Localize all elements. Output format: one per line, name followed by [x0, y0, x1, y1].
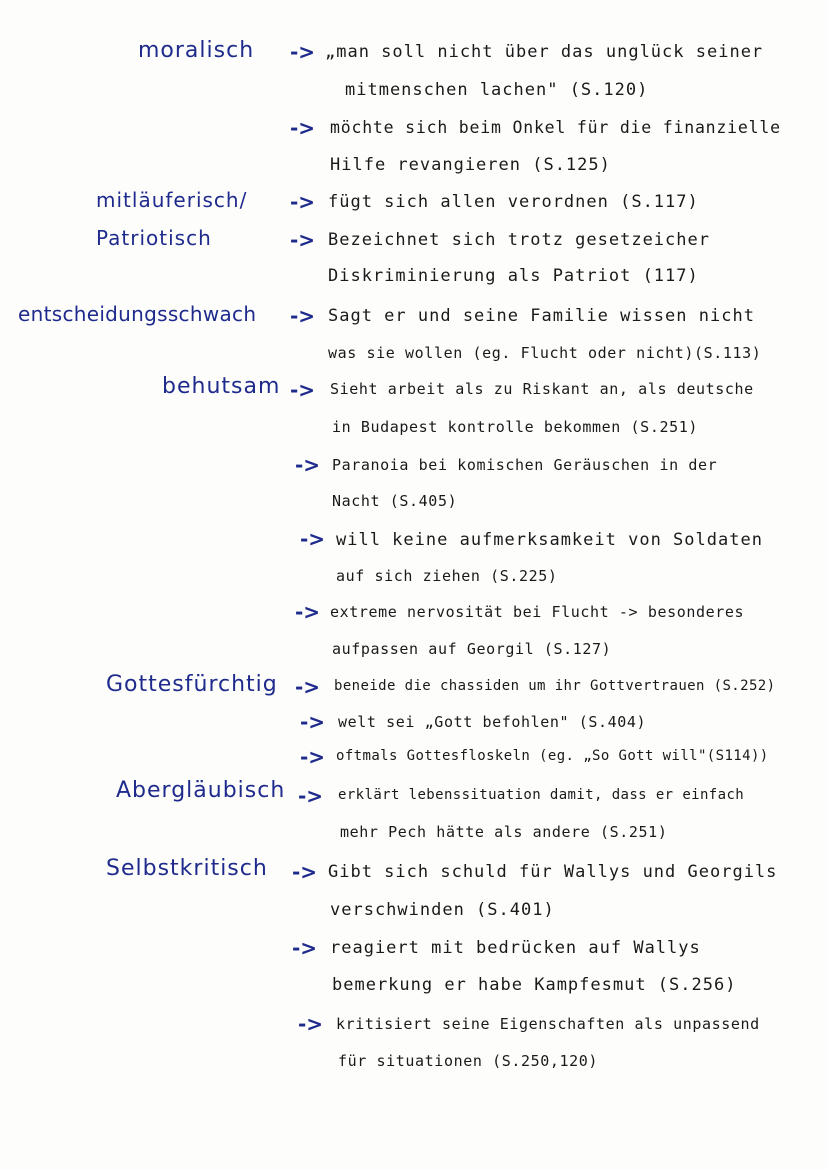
- note-line: Hilfe revangieren (S.125): [330, 155, 611, 175]
- arrow-icon: ->: [295, 600, 321, 624]
- note-line: Sieht arbeit als zu Riskant an, als deutsche: [330, 380, 754, 398]
- arrow-icon: ->: [300, 745, 326, 769]
- arrow-icon: ->: [290, 116, 316, 140]
- trait-behutsam: behutsam: [162, 374, 281, 399]
- note-line: extreme nervosität bei Flucht -> besonderes: [330, 603, 745, 621]
- note-line: Nacht (S.405): [332, 492, 458, 510]
- arrow-icon: ->: [292, 936, 318, 960]
- arrow-icon: ->: [300, 710, 326, 734]
- note-line: oftmals Gottesfloskeln (eg. „So Gott will"(S114)): [336, 748, 769, 764]
- arrow-icon: ->: [290, 190, 316, 214]
- note-line: Gibt sich schuld für Wallys und Georgils: [328, 862, 778, 882]
- arrow-icon: ->: [292, 860, 318, 884]
- arrow-icon: ->: [298, 784, 324, 808]
- note-line: „man soll nicht über das unglück seiner: [325, 42, 764, 62]
- arrow-icon: ->: [290, 40, 316, 64]
- note-line: bemerkung er habe Kampfesmut (S.256): [332, 975, 737, 995]
- arrow-icon: ->: [290, 378, 316, 402]
- note-line: welt sei „Gott befohlen" (S.404): [338, 713, 647, 731]
- note-line: beneide die chassiden um ihr Gottvertrauen (S.252): [334, 678, 776, 694]
- note-line: verschwinden (S.401): [330, 900, 555, 920]
- note-line: auf sich ziehen (S.225): [336, 567, 558, 585]
- trait-aberglaeubisch: Abergläubisch: [116, 778, 286, 803]
- note-line: erklärt lebenssituation damit, dass er einfach: [338, 787, 745, 803]
- arrow-icon: ->: [295, 453, 321, 477]
- note-line: für situationen (S.250,120): [338, 1052, 599, 1070]
- note-line: reagiert mit bedrücken auf Wallys: [330, 938, 701, 958]
- trait-mitlaeuferisch: mitläuferisch/: [96, 188, 248, 212]
- note-line: mehr Pech hätte als andere (S.251): [340, 823, 668, 841]
- note-line: was sie wollen (eg. Flucht oder nicht)(S.113): [328, 344, 762, 362]
- trait-entscheidungsschwach: entscheidungsschwach: [18, 302, 257, 326]
- trait-selbstkritisch: Selbstkritisch: [106, 856, 268, 881]
- note-line: will keine aufmerksamkeit von Soldaten: [336, 530, 763, 550]
- note-line: Paranoia bei komischen Geräuschen in der: [332, 456, 718, 474]
- arrow-icon: ->: [290, 304, 316, 328]
- note-line: fügt sich allen verordnen (S.117): [328, 192, 699, 212]
- note-line: aufpassen auf Georgil (S.127): [332, 640, 612, 658]
- trait-moralisch: moralisch: [138, 38, 255, 63]
- note-line: Bezeichnet sich trotz gesetzeicher: [328, 230, 710, 250]
- arrow-icon: ->: [298, 1012, 324, 1036]
- arrow-icon: ->: [290, 228, 316, 252]
- trait-gottesfuerchtig: Gottesfürchtig: [106, 672, 278, 697]
- note-line: möchte sich beim Onkel für die finanzielle: [330, 118, 781, 137]
- arrow-icon: ->: [295, 675, 321, 699]
- trait-patriotisch: Patriotisch: [96, 226, 212, 250]
- note-line: in Budapest kontrolle bekommen (S.251): [332, 418, 698, 436]
- note-line: kritisiert seine Eigenschaften als unpassend: [336, 1015, 760, 1033]
- note-line: Sagt er und seine Familie wissen nicht: [328, 306, 755, 326]
- arrow-icon: ->: [300, 527, 326, 551]
- note-line: mitmenschen lachen" (S.120): [345, 80, 649, 100]
- note-line: Diskriminierung als Patriot (117): [328, 266, 699, 286]
